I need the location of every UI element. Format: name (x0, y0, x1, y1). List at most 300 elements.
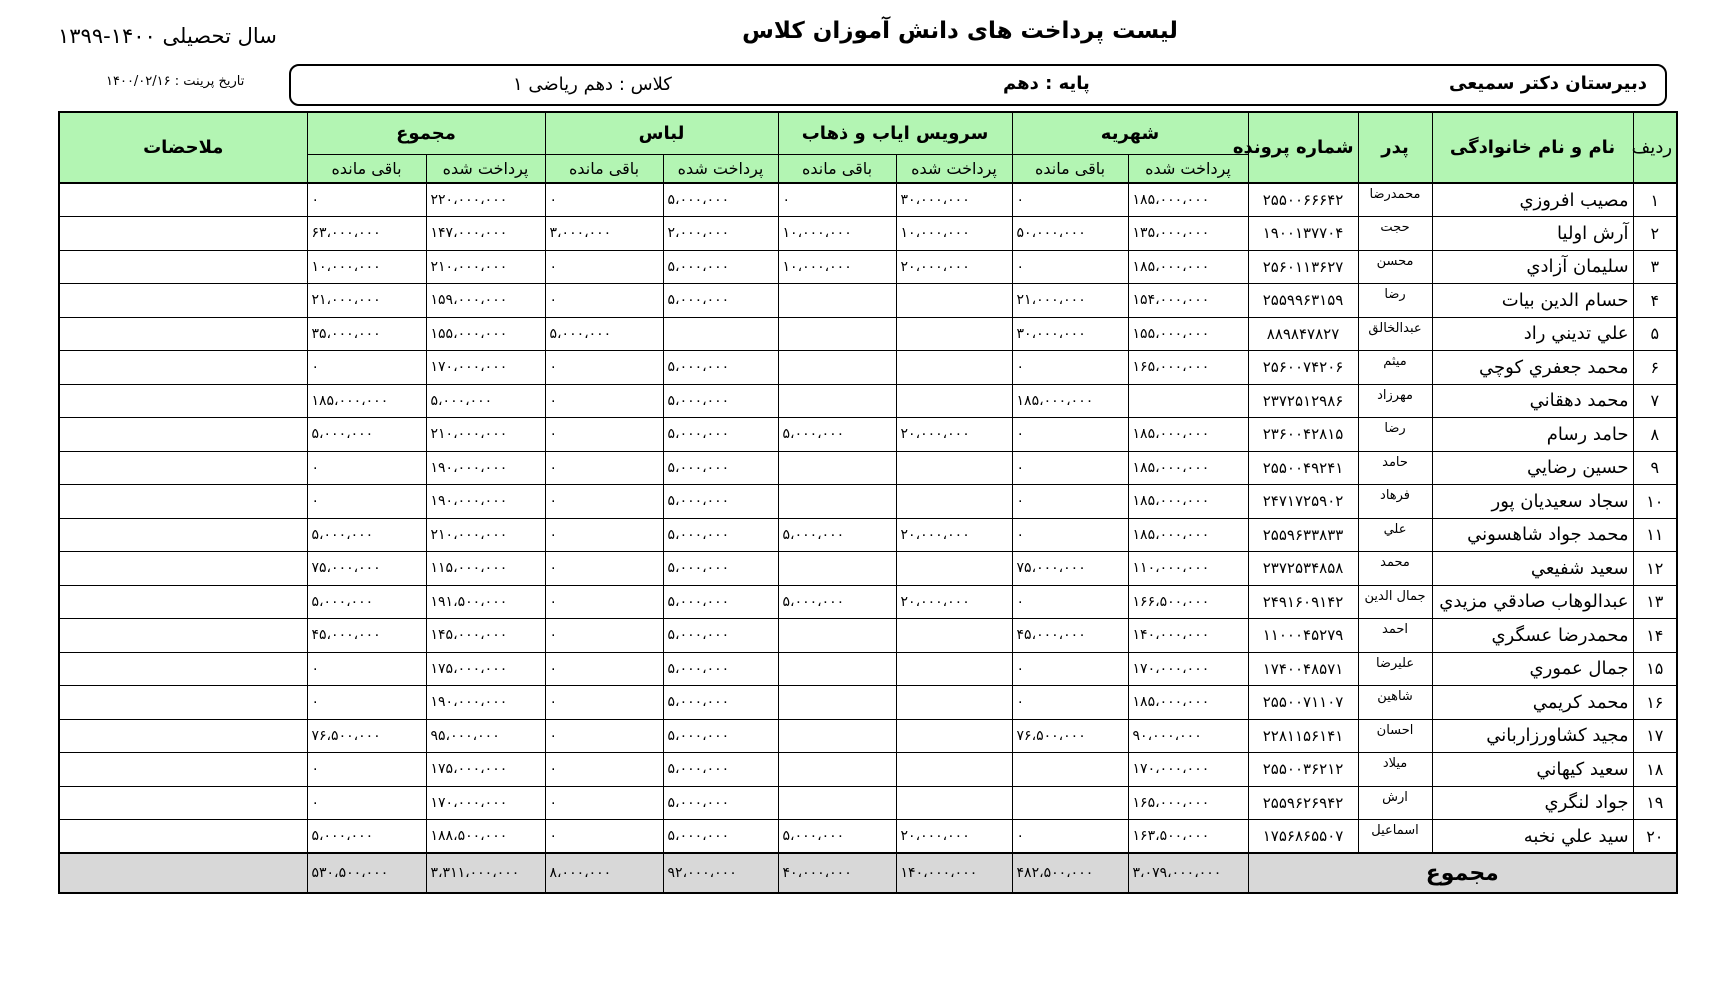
father-name: میلاد (1358, 753, 1432, 787)
clothing-remaining: ۳،۰۰۰،۰۰۰ (545, 217, 663, 251)
sub-remaining: باقی مانده (1012, 154, 1128, 183)
student-name: محمدرضا عسگري (1432, 619, 1633, 653)
clothing-remaining: ۰ (545, 753, 663, 787)
father-name: مهرزاد (1358, 384, 1432, 418)
total-tuition-remaining: ۴۸۲،۵۰۰،۰۰۰ (1012, 853, 1128, 893)
notes-cell (59, 619, 307, 653)
total-remaining: ۱۰،۰۰۰،۰۰۰ (307, 250, 426, 284)
col-clothing: لباس (545, 112, 778, 154)
tuition-paid: ۱۸۵،۰۰۰،۰۰۰ (1128, 183, 1248, 217)
clothing-paid: ۵،۰۰۰،۰۰۰ (663, 351, 778, 385)
tuition-remaining: ۰ (1012, 820, 1128, 854)
table-row (59, 418, 1677, 452)
clothing-remaining: ۰ (545, 284, 663, 318)
tuition-paid: ۱۴۰،۰۰۰،۰۰۰ (1128, 619, 1248, 653)
col-name: نام و نام خانوادگی (1432, 112, 1633, 183)
file-number: ۲۳۷۲۵۳۴۸۵۸ (1248, 552, 1358, 586)
sub-remaining: باقی مانده (778, 154, 896, 183)
tuition-paid (1128, 384, 1248, 418)
col-notes: ملاحضات (59, 112, 307, 183)
total-paid: ۱۸۸،۵۰۰،۰۰۰ (426, 820, 545, 854)
table-row (59, 250, 1677, 284)
service-remaining (778, 351, 896, 385)
clothing-remaining: ۰ (545, 585, 663, 619)
father-name: محمدرضا (1358, 183, 1432, 217)
file-number: ۱۷۵۶۸۶۵۵۰۷ (1248, 820, 1358, 854)
notes-cell (59, 518, 307, 552)
father-name: حجت (1358, 217, 1432, 251)
service-paid (896, 351, 1012, 385)
notes-cell (59, 719, 307, 753)
clothing-remaining: ۰ (545, 619, 663, 653)
student-name: مجيد كشاورزارباني (1432, 719, 1633, 753)
totals-label: مجموع (1248, 853, 1677, 893)
father-name: علیرضا (1358, 652, 1432, 686)
notes-cell (59, 786, 307, 820)
service-paid: ۲۰،۰۰۰،۰۰۰ (896, 418, 1012, 452)
table-row (59, 451, 1677, 485)
school-name: دبیرستان دکتر سمیعی (1449, 73, 1647, 94)
notes-cell (59, 485, 307, 519)
clothing-remaining: ۰ (545, 518, 663, 552)
col-file-no: شماره پرونده (1248, 112, 1358, 183)
total-paid: ۲۱۰،۰۰۰،۰۰۰ (426, 418, 545, 452)
total-service-remaining: ۴۰،۰۰۰،۰۰۰ (778, 853, 896, 893)
clothing-paid: ۵،۰۰۰،۰۰۰ (663, 820, 778, 854)
total-paid: ۱۹۰،۰۰۰،۰۰۰ (426, 485, 545, 519)
total-remaining: ۵،۰۰۰،۰۰۰ (307, 518, 426, 552)
total-remaining: ۵،۰۰۰،۰۰۰ (307, 418, 426, 452)
row-number: ۱۹ (1633, 786, 1677, 820)
sub-remaining: باقی مانده (307, 154, 426, 183)
file-number: ۲۵۶۰۰۷۴۲۰۶ (1248, 351, 1358, 385)
service-paid: ۲۰،۰۰۰،۰۰۰ (896, 518, 1012, 552)
table-row (59, 719, 1677, 753)
class-info (513, 74, 672, 95)
class-label: کلاس : (618, 74, 672, 95)
service-paid: ۱۰،۰۰۰،۰۰۰ (896, 217, 1012, 251)
file-number: ۲۵۵۰۰۳۶۲۱۲ (1248, 753, 1358, 787)
table-row (59, 552, 1677, 586)
clothing-paid: ۵،۰۰۰،۰۰۰ (663, 384, 778, 418)
tuition-remaining (1012, 786, 1128, 820)
notes-cell (59, 652, 307, 686)
row-number: ۱۵ (1633, 652, 1677, 686)
school-year: سال تحصیلی ۱۴۰۰-۱۳۹۹ (58, 24, 277, 48)
total-clothing-paid: ۹۲،۰۰۰،۰۰۰ (663, 853, 778, 893)
total-paid: ۵،۰۰۰،۰۰۰ (426, 384, 545, 418)
print-date: تاریخ پرینت : ۱۴۰۰/۰۲/۱۶ (106, 74, 245, 89)
total-remaining: ۰ (307, 183, 426, 217)
service-remaining (778, 284, 896, 318)
grand-total-paid: ۳،۳۱۱،۰۰۰،۰۰۰ (426, 853, 545, 893)
total-remaining: ۵،۰۰۰،۰۰۰ (307, 585, 426, 619)
col-tuition: شهریه (1012, 112, 1248, 154)
row-number: ۱۲ (1633, 552, 1677, 586)
row-number: ۱ (1633, 183, 1677, 217)
row-number: ۱۷ (1633, 719, 1677, 753)
total-paid: ۲۲۰،۰۰۰،۰۰۰ (426, 183, 545, 217)
service-remaining (778, 619, 896, 653)
tuition-paid: ۱۷۰،۰۰۰،۰۰۰ (1128, 753, 1248, 787)
clothing-paid: ۵،۰۰۰،۰۰۰ (663, 518, 778, 552)
service-remaining (778, 451, 896, 485)
table-row (59, 217, 1677, 251)
total-paid: ۲۱۰،۰۰۰،۰۰۰ (426, 250, 545, 284)
table-row (59, 351, 1677, 385)
file-number: ۱۹۰۰۱۳۷۷۰۴ (1248, 217, 1358, 251)
table-row (59, 585, 1677, 619)
tuition-remaining: ۰ (1012, 451, 1128, 485)
notes-cell (59, 686, 307, 720)
clothing-paid: ۵،۰۰۰،۰۰۰ (663, 686, 778, 720)
student-name: سليمان آزادي (1432, 250, 1633, 284)
service-remaining (778, 652, 896, 686)
tuition-paid: ۱۸۵،۰۰۰،۰۰۰ (1128, 418, 1248, 452)
clothing-remaining: ۰ (545, 250, 663, 284)
total-paid: ۱۴۷،۰۰۰،۰۰۰ (426, 217, 545, 251)
tuition-remaining: ۰ (1012, 418, 1128, 452)
clothing-remaining: ۵،۰۰۰،۰۰۰ (545, 317, 663, 351)
row-number: ۴ (1633, 284, 1677, 318)
clothing-remaining: ۰ (545, 652, 663, 686)
clothing-remaining: ۰ (545, 552, 663, 586)
service-remaining: ۰ (778, 183, 896, 217)
class-value: دهم ریاضی ۱ (513, 74, 614, 95)
row-number: ۲۰ (1633, 820, 1677, 854)
clothing-remaining: ۰ (545, 786, 663, 820)
service-paid (896, 284, 1012, 318)
tuition-paid: ۱۶۵،۰۰۰،۰۰۰ (1128, 351, 1248, 385)
service-remaining: ۱۰،۰۰۰،۰۰۰ (778, 250, 896, 284)
row-number: ۱۰ (1633, 485, 1677, 519)
total-remaining: ۴۵،۰۰۰،۰۰۰ (307, 619, 426, 653)
student-name: محمد جعفري كوچي (1432, 351, 1633, 385)
file-number: ۲۵۵۰۰۶۶۶۴۲ (1248, 183, 1358, 217)
clothing-paid: ۵،۰۰۰،۰۰۰ (663, 652, 778, 686)
total-paid: ۹۵،۰۰۰،۰۰۰ (426, 719, 545, 753)
tuition-remaining: ۷۵،۰۰۰،۰۰۰ (1012, 552, 1128, 586)
tuition-remaining: ۰ (1012, 652, 1128, 686)
file-number: ۲۴۹۱۶۰۹۱۴۲ (1248, 585, 1358, 619)
grade-label: پایه : (1045, 73, 1090, 94)
notes-cell (59, 384, 307, 418)
total-paid: ۲۱۰،۰۰۰،۰۰۰ (426, 518, 545, 552)
total-remaining: ۳۵،۰۰۰،۰۰۰ (307, 317, 426, 351)
table-row (59, 518, 1677, 552)
clothing-remaining: ۰ (545, 384, 663, 418)
service-paid (896, 686, 1012, 720)
student-name: حامد رسام (1432, 418, 1633, 452)
student-name: سعيد كيهاني (1432, 753, 1633, 787)
tuition-paid: ۱۸۵،۰۰۰،۰۰۰ (1128, 485, 1248, 519)
total-paid: ۱۷۵،۰۰۰،۰۰۰ (426, 652, 545, 686)
table-row (59, 619, 1677, 653)
payments-table (58, 111, 1678, 894)
student-name: جواد لنگري (1432, 786, 1633, 820)
service-paid: ۳۰،۰۰۰،۰۰۰ (896, 183, 1012, 217)
service-remaining: ۵،۰۰۰،۰۰۰ (778, 585, 896, 619)
service-remaining (778, 317, 896, 351)
col-row: ردیف (1633, 112, 1677, 183)
sub-remaining: باقی مانده (545, 154, 663, 183)
father-name: رضا (1358, 284, 1432, 318)
student-name: علي تديني راد (1432, 317, 1633, 351)
clothing-paid: ۵،۰۰۰،۰۰۰ (663, 485, 778, 519)
tuition-remaining: ۳۰،۰۰۰،۰۰۰ (1012, 317, 1128, 351)
tuition-remaining: ۰ (1012, 250, 1128, 284)
tuition-remaining: ۰ (1012, 183, 1128, 217)
tuition-paid: ۱۸۵،۰۰۰،۰۰۰ (1128, 686, 1248, 720)
clothing-paid: ۵،۰۰۰،۰۰۰ (663, 786, 778, 820)
service-remaining (778, 686, 896, 720)
service-paid: ۲۰،۰۰۰،۰۰۰ (896, 585, 1012, 619)
service-paid (896, 317, 1012, 351)
total-paid: ۱۹۰،۰۰۰،۰۰۰ (426, 686, 545, 720)
total-paid: ۱۹۱،۵۰۰،۰۰۰ (426, 585, 545, 619)
clothing-paid: ۵،۰۰۰،۰۰۰ (663, 183, 778, 217)
total-paid: ۱۷۰،۰۰۰،۰۰۰ (426, 786, 545, 820)
tuition-paid: ۹۰،۰۰۰،۰۰۰ (1128, 719, 1248, 753)
total-remaining: ۷۵،۰۰۰،۰۰۰ (307, 552, 426, 586)
clothing-remaining: ۰ (545, 820, 663, 854)
total-remaining: ۰ (307, 753, 426, 787)
total-remaining: ۰ (307, 686, 426, 720)
total-remaining: ۰ (307, 652, 426, 686)
total-remaining: ۷۶،۵۰۰،۰۰۰ (307, 719, 426, 753)
page-title: لیست پرداخت های دانش آموزان کلاس (742, 18, 1178, 44)
father-name: علي (1358, 518, 1432, 552)
tuition-remaining: ۷۶،۵۰۰،۰۰۰ (1012, 719, 1128, 753)
service-remaining (778, 786, 896, 820)
service-remaining (778, 384, 896, 418)
file-number: ۱۱۰۰۰۴۵۲۷۹ (1248, 619, 1358, 653)
clothing-remaining: ۰ (545, 686, 663, 720)
father-name: ارش (1358, 786, 1432, 820)
notes-cell (59, 451, 307, 485)
file-number: ۲۳۶۰۰۴۲۸۱۵ (1248, 418, 1358, 452)
father-name: عبدالخالق (1358, 317, 1432, 351)
tuition-remaining: ۰ (1012, 686, 1128, 720)
file-number: ۲۵۵۹۶۳۳۸۳۳ (1248, 518, 1358, 552)
grade-value: دهم (1003, 73, 1039, 94)
table-row (59, 686, 1677, 720)
file-number: ۲۳۷۲۵۱۲۹۸۶ (1248, 384, 1358, 418)
row-number: ۵ (1633, 317, 1677, 351)
info-box (289, 64, 1667, 106)
father-name: میثم (1358, 351, 1432, 385)
total-remaining: ۶۳،۰۰۰،۰۰۰ (307, 217, 426, 251)
father-name: حامد (1358, 451, 1432, 485)
clothing-paid: ۵،۰۰۰،۰۰۰ (663, 719, 778, 753)
service-remaining (778, 552, 896, 586)
file-number: ۲۵۵۹۹۶۳۱۵۹ (1248, 284, 1358, 318)
file-number: ۲۵۵۹۶۲۶۹۴۲ (1248, 786, 1358, 820)
tuition-paid: ۱۶۶،۵۰۰،۰۰۰ (1128, 585, 1248, 619)
file-number: ۲۵۵۰۰۷۱۱۰۷ (1248, 686, 1358, 720)
tuition-remaining: ۱۸۵،۰۰۰،۰۰۰ (1012, 384, 1128, 418)
service-paid: ۲۰،۰۰۰،۰۰۰ (896, 250, 1012, 284)
service-remaining: ۵،۰۰۰،۰۰۰ (778, 418, 896, 452)
totals-notes-cell (59, 853, 307, 893)
tuition-paid: ۱۷۰،۰۰۰،۰۰۰ (1128, 652, 1248, 686)
col-service: سرویس ایاب و ذهاب (778, 112, 1012, 154)
service-paid (896, 384, 1012, 418)
grade-info (1003, 73, 1090, 94)
father-name: محمد (1358, 552, 1432, 586)
table-row (59, 652, 1677, 686)
total-paid: ۱۱۵،۰۰۰،۰۰۰ (426, 552, 545, 586)
notes-cell (59, 217, 307, 251)
tuition-paid: ۱۱۰،۰۰۰،۰۰۰ (1128, 552, 1248, 586)
student-name: حسين رضايي (1432, 451, 1633, 485)
tuition-paid: ۱۶۵،۰۰۰،۰۰۰ (1128, 786, 1248, 820)
service-paid (896, 753, 1012, 787)
service-remaining: ۱۰،۰۰۰،۰۰۰ (778, 217, 896, 251)
tuition-remaining: ۰ (1012, 485, 1128, 519)
col-total: مجموع (307, 112, 545, 154)
clothing-paid: ۲،۰۰۰،۰۰۰ (663, 217, 778, 251)
tuition-paid: ۱۳۵،۰۰۰،۰۰۰ (1128, 217, 1248, 251)
tuition-paid: ۱۵۵،۰۰۰،۰۰۰ (1128, 317, 1248, 351)
clothing-remaining: ۰ (545, 351, 663, 385)
notes-cell (59, 552, 307, 586)
notes-cell (59, 820, 307, 854)
row-number: ۶ (1633, 351, 1677, 385)
father-name: احسان (1358, 719, 1432, 753)
student-name: محمد دهقاني (1432, 384, 1633, 418)
notes-cell (59, 183, 307, 217)
total-service-paid: ۱۴۰،۰۰۰،۰۰۰ (896, 853, 1012, 893)
total-remaining: ۱۸۵،۰۰۰،۰۰۰ (307, 384, 426, 418)
tuition-paid: ۱۵۴،۰۰۰،۰۰۰ (1128, 284, 1248, 318)
total-paid: ۱۵۹،۰۰۰،۰۰۰ (426, 284, 545, 318)
clothing-paid: ۵،۰۰۰،۰۰۰ (663, 753, 778, 787)
clothing-paid: ۵،۰۰۰،۰۰۰ (663, 250, 778, 284)
service-paid (896, 451, 1012, 485)
table-row (59, 183, 1677, 217)
service-remaining (778, 753, 896, 787)
tuition-remaining: ۰ (1012, 351, 1128, 385)
service-remaining: ۵،۰۰۰،۰۰۰ (778, 518, 896, 552)
file-number: ۸۸۹۸۴۷۸۲۷ (1248, 317, 1358, 351)
row-number: ۱۸ (1633, 753, 1677, 787)
clothing-remaining: ۰ (545, 183, 663, 217)
student-name: عبدالوهاب صادقي مزيدي (1432, 585, 1633, 619)
row-number: ۱۴ (1633, 619, 1677, 653)
row-number: ۲ (1633, 217, 1677, 251)
tuition-paid: ۱۸۵،۰۰۰،۰۰۰ (1128, 250, 1248, 284)
student-name: سيد علي نخبه (1432, 820, 1633, 854)
tuition-paid: ۱۸۵،۰۰۰،۰۰۰ (1128, 518, 1248, 552)
clothing-remaining: ۰ (545, 719, 663, 753)
file-number: ۲۵۶۰۱۱۳۶۲۷ (1248, 250, 1358, 284)
student-name: سجاد سعيديان پور (1432, 485, 1633, 519)
service-paid (896, 786, 1012, 820)
table-row (59, 753, 1677, 787)
service-remaining (778, 485, 896, 519)
total-remaining: ۰ (307, 351, 426, 385)
clothing-paid: ۵،۰۰۰،۰۰۰ (663, 619, 778, 653)
notes-cell (59, 351, 307, 385)
row-number: ۹ (1633, 451, 1677, 485)
clothing-paid: ۵،۰۰۰،۰۰۰ (663, 585, 778, 619)
total-remaining: ۰ (307, 451, 426, 485)
total-clothing-remaining: ۸،۰۰۰،۰۰۰ (545, 853, 663, 893)
notes-cell (59, 753, 307, 787)
total-paid: ۱۷۰،۰۰۰،۰۰۰ (426, 351, 545, 385)
notes-cell (59, 317, 307, 351)
file-number: ۱۷۴۰۰۴۸۵۷۱ (1248, 652, 1358, 686)
notes-cell (59, 284, 307, 318)
row-number: ۳ (1633, 250, 1677, 284)
father-name: احمد (1358, 619, 1432, 653)
table-row (59, 384, 1677, 418)
file-number: ۲۲۸۱۱۵۶۱۴۱ (1248, 719, 1358, 753)
table-row (59, 786, 1677, 820)
student-name: حسام الدين بيات (1432, 284, 1633, 318)
tuition-remaining (1012, 753, 1128, 787)
tuition-paid: ۱۶۳،۵۰۰،۰۰۰ (1128, 820, 1248, 854)
tuition-remaining: ۰ (1012, 518, 1128, 552)
sub-paid: پرداخت شده (1128, 154, 1248, 183)
father-name: اسماعیل (1358, 820, 1432, 854)
father-name: محسن (1358, 250, 1432, 284)
tuition-remaining: ۴۵،۰۰۰،۰۰۰ (1012, 619, 1128, 653)
student-name: محمد جواد شاهسوني (1432, 518, 1633, 552)
row-number: ۷ (1633, 384, 1677, 418)
clothing-paid: ۵،۰۰۰،۰۰۰ (663, 451, 778, 485)
service-paid: ۲۰،۰۰۰،۰۰۰ (896, 820, 1012, 854)
clothing-remaining: ۰ (545, 451, 663, 485)
clothing-paid: ۵،۰۰۰،۰۰۰ (663, 284, 778, 318)
father-name: شاهین (1358, 686, 1432, 720)
total-remaining: ۲۱،۰۰۰،۰۰۰ (307, 284, 426, 318)
file-number: ۲۴۷۱۷۲۵۹۰۲ (1248, 485, 1358, 519)
file-number: ۲۵۵۰۰۴۹۲۴۱ (1248, 451, 1358, 485)
student-name: آرش اوليا (1432, 217, 1633, 251)
service-remaining (778, 719, 896, 753)
father-name: فرهاد (1358, 485, 1432, 519)
service-paid (896, 485, 1012, 519)
father-name: جمال الدین (1358, 585, 1432, 619)
student-name: سعيد شفيعي (1432, 552, 1633, 586)
tuition-remaining: ۵۰،۰۰۰،۰۰۰ (1012, 217, 1128, 251)
row-number: ۱۳ (1633, 585, 1677, 619)
total-tuition-paid: ۳،۰۷۹،۰۰۰،۰۰۰ (1128, 853, 1248, 893)
clothing-remaining: ۰ (545, 485, 663, 519)
table-row (59, 284, 1677, 318)
row-number: ۱۱ (1633, 518, 1677, 552)
service-paid (896, 652, 1012, 686)
sub-paid: پرداخت شده (426, 154, 545, 183)
student-name: جمال عموري (1432, 652, 1633, 686)
table-row (59, 820, 1677, 854)
total-remaining: ۰ (307, 485, 426, 519)
father-name: رضا (1358, 418, 1432, 452)
total-remaining: ۵،۰۰۰،۰۰۰ (307, 820, 426, 854)
row-number: ۸ (1633, 418, 1677, 452)
totals-row (59, 853, 1677, 893)
total-paid: ۱۹۰،۰۰۰،۰۰۰ (426, 451, 545, 485)
total-paid: ۱۵۵،۰۰۰،۰۰۰ (426, 317, 545, 351)
row-number: ۱۶ (1633, 686, 1677, 720)
service-remaining: ۵،۰۰۰،۰۰۰ (778, 820, 896, 854)
sub-paid: پرداخت شده (663, 154, 778, 183)
notes-cell (59, 418, 307, 452)
total-remaining: ۰ (307, 786, 426, 820)
service-paid (896, 619, 1012, 653)
